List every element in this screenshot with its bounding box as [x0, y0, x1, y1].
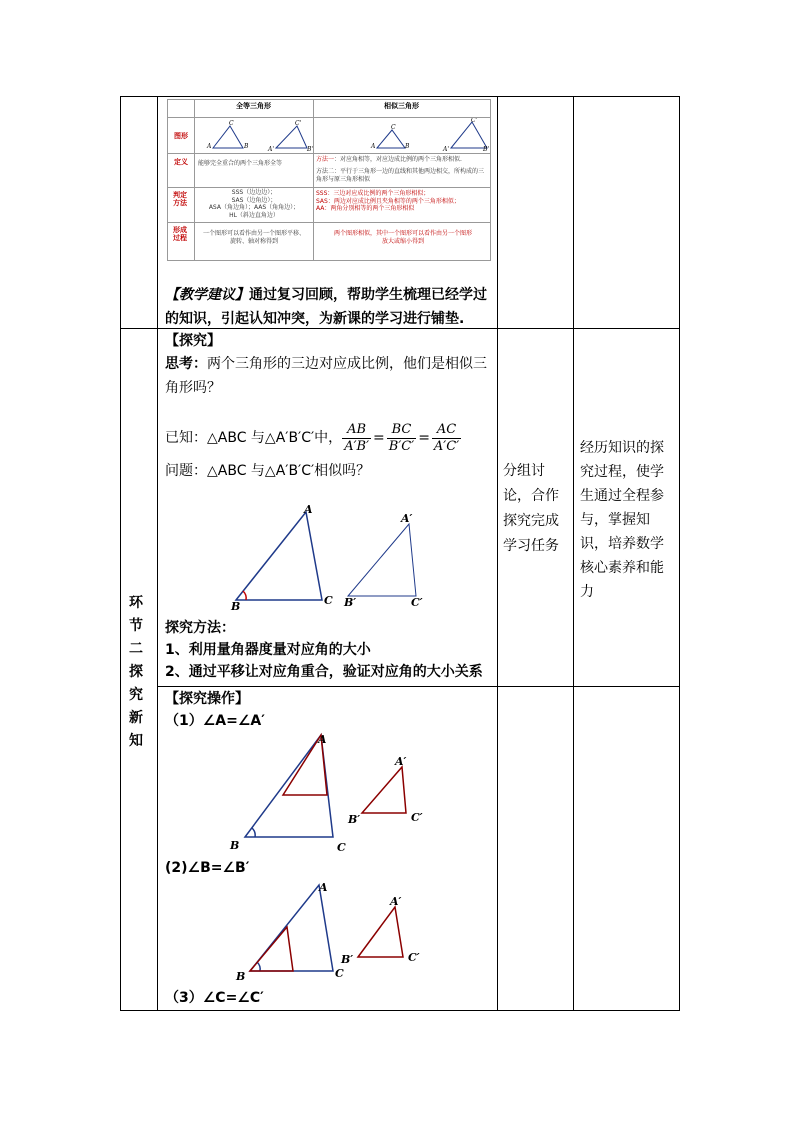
header-congruent: 全等三角形	[236, 102, 271, 110]
fig-label-lc: C'	[471, 118, 478, 124]
figure-row-triangles	[195, 118, 489, 153]
crit-similar: SSS：三边对应成比例的两个三角形相似； SAS：两边对应成比例且夹角相等的两个三角形相似； AA：两角分别相等的两个三角形相似	[316, 190, 460, 212]
header-similar: 相似三角形	[384, 102, 419, 110]
op2-triangle-a1b1c1	[358, 907, 403, 957]
explore-triangles-figure	[228, 500, 428, 615]
step-3: （3）∠C=∠C′	[165, 990, 264, 1006]
label-c1: C′	[411, 596, 423, 609]
fraction-bc: $\frac{BC}{B'C'}$	[388, 421, 415, 454]
row-label-figure: 图形	[174, 132, 188, 140]
known-text: △ABC 与△A′B′C′中，	[207, 430, 343, 446]
crit-congruent: SSS（边边边）； SAS（边角边）； ASA（角边角）；AAS（角角边）； HL（斜边直角边）	[208, 189, 300, 219]
section3-title: 【探究操作】	[165, 691, 249, 707]
op2-label-b1: B′	[341, 953, 354, 966]
op2-label-b: B	[236, 970, 246, 983]
method-1: 1、利用量角器度量对应角的大小	[165, 642, 371, 658]
known-label: 已知：	[165, 430, 207, 446]
triangle-abc	[236, 512, 322, 600]
fig-label-sa: A	[371, 143, 376, 150]
op2-label-a1: A′	[390, 895, 402, 908]
triangle-a1b1c1	[348, 524, 416, 596]
row-label-criteria: 判定方法	[173, 191, 187, 207]
fig-label-b1: B'	[307, 146, 314, 153]
op1-label-b: B	[230, 839, 240, 852]
question-line	[165, 460, 370, 482]
fig-label-a1: A'	[268, 146, 274, 153]
def-similar-2: 方法二：平行于三角形一边的直线和其他两边相交，所构成的三角形与原三角形相似	[316, 168, 485, 183]
known-line: 已知： △ABC 与△A′B′C′中， $\frac{AB}{A'B'}$ = $\frac{BC}{B'C'}$ = $\frac{AC}{A'C'}$	[165, 421, 460, 454]
stage-label: 环节二探究新知	[129, 595, 143, 749]
op1-label-c: C	[337, 841, 346, 854]
label-c: C	[324, 594, 333, 607]
def-similar-1: 方法一：对应角相等，对应边成比例的两个三角形相似.	[316, 156, 462, 163]
fraction-ac: $\frac{AC}{A'C'}$	[433, 421, 460, 454]
operation-figure-1	[225, 725, 440, 855]
fig-label-sc: C	[391, 124, 396, 131]
fig-label-c1: C'	[295, 120, 302, 127]
student-activity: 分组讨论，合作探究完成学习任务	[503, 463, 559, 554]
fig-label-c: C	[229, 120, 234, 127]
think-text: 两个三角形的三边对应成比例，他们是相似三角形吗？	[165, 356, 487, 396]
def-congruent: 能够完全重合的两个三角形全等	[198, 160, 283, 167]
op1-triangle-a1b1c1	[362, 767, 406, 813]
fraction-ab: $\frac{AB}{A'B'}$	[344, 421, 370, 454]
form-congruent: 一个图形可以看作由另一个图形平移、旋转、轴对称得到	[202, 230, 305, 245]
row-label-formation: 形成过程	[173, 226, 187, 242]
op1-label-c1: C′	[411, 811, 423, 824]
angle-mark-b	[243, 591, 246, 600]
op2-overlay-triangle	[250, 927, 293, 971]
label-b: B	[231, 600, 241, 613]
op1-label-b1: B′	[348, 813, 361, 826]
similar-triangle-small	[377, 130, 405, 148]
congruent-triangle-1	[213, 126, 243, 148]
method-title: 探究方法：	[165, 620, 235, 636]
op1-label-a: A	[318, 733, 327, 746]
step-2: (2)∠B=∠B′	[165, 860, 250, 876]
fig-label-a: A	[207, 143, 212, 150]
table-col-divider-1	[157, 96, 158, 1011]
question-label: 问题：	[165, 463, 207, 479]
table-col-divider-3	[573, 96, 574, 1011]
label-a: A	[304, 503, 313, 516]
table-border-left	[120, 96, 121, 1011]
fig-label-b: B	[244, 143, 249, 150]
similar-triangle-large	[451, 122, 487, 148]
op1-angle-b	[252, 828, 255, 837]
step-1: （1）∠A=∠A′	[165, 713, 265, 729]
op2-angle-b	[257, 962, 260, 971]
table-row-divider-2	[157, 686, 680, 687]
fig-label-la: A'	[443, 146, 449, 153]
table-border-right	[679, 96, 680, 1011]
fig-label-lb: B'	[483, 146, 489, 153]
teaching-note	[165, 283, 493, 331]
table-border-bottom	[120, 1010, 680, 1011]
op2-label-a: A	[319, 881, 328, 894]
congruent-triangle-2	[276, 126, 307, 148]
table-col-divider-2	[497, 96, 498, 1011]
fig-label-sb: B	[405, 143, 410, 150]
row-label-definition: 定义	[174, 158, 188, 166]
op1-label-a1: A′	[395, 755, 407, 768]
label-a1: A′	[401, 512, 413, 525]
table-border-top	[120, 96, 680, 97]
section2-title: 【探究】	[165, 333, 221, 349]
label-b1: B′	[344, 596, 357, 609]
question-text: △ABC 与△A′B′C′相似吗？	[207, 463, 371, 479]
op2-label-c: C	[335, 967, 344, 980]
think-block	[165, 352, 495, 400]
operation-figure-2	[225, 877, 440, 985]
form-similar: 两个图形相似，其中一个图形可以看作由另一个图形放大或缩小得到	[333, 230, 472, 245]
comparison-table	[167, 99, 491, 261]
design-intent: 经历知识的探究过程，使学生通过全程参与，掌握知识，培养数学核心素养和能力	[580, 440, 664, 600]
method-2: 2、通过平移让对应角重合，验证对应角的大小关系	[165, 664, 483, 680]
think-label: 思考：	[165, 356, 207, 372]
op2-label-c1: C′	[408, 951, 420, 964]
teaching-note-text: 通过复习回顾，帮助学生梳理已经学过的知识，引起认知冲突，为新课的学习进行铺垫.	[165, 287, 487, 327]
teaching-note-tag: 【教学建议】	[165, 287, 249, 303]
